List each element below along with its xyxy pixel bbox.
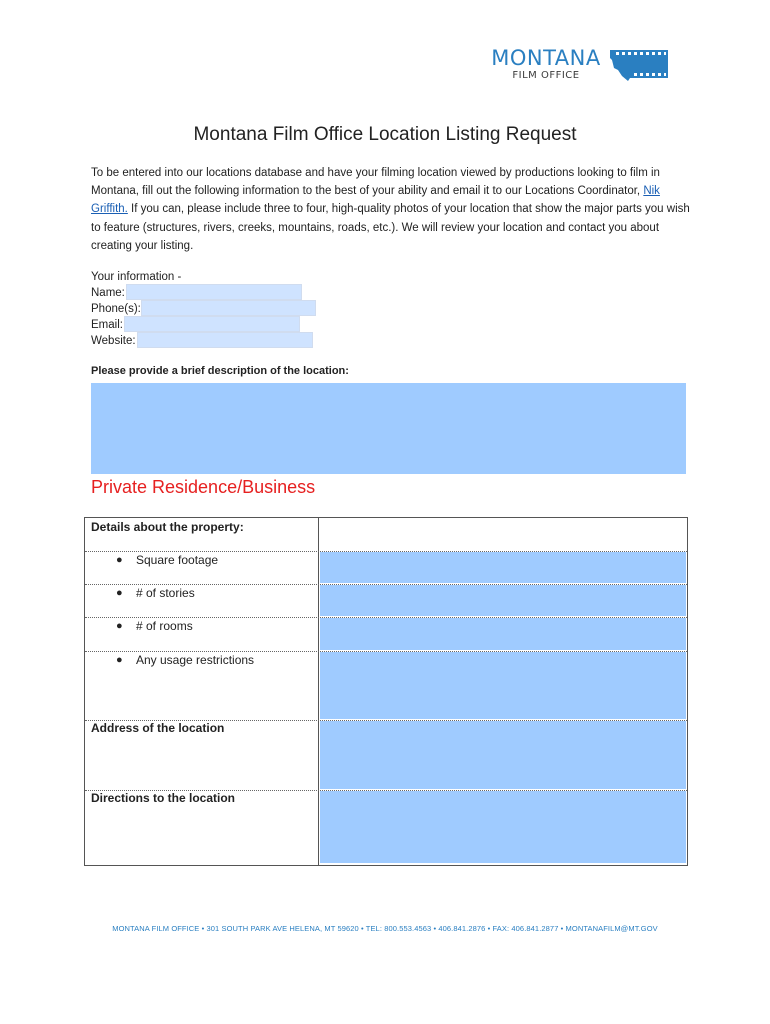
- montana-state-film-icon: [608, 48, 670, 82]
- usage-restrictions-label: Any usage restrictions: [136, 653, 255, 667]
- email-field[interactable]: [124, 316, 300, 332]
- intro-text-1: To be entered into our locations database and have your filming location viewed by productions looking to film in Montana, fill out the following information to the best of your ability and email it to our Locations Coordinator,: [91, 167, 660, 198]
- bullet-icon: ●: [116, 620, 123, 632]
- table-column-divider: [318, 518, 319, 865]
- property-details-table: [84, 517, 688, 866]
- logo-main-text: MONTANA: [491, 46, 601, 70]
- description-label: Please provide a brief description of the location:: [91, 365, 349, 377]
- stories-field[interactable]: [320, 585, 686, 616]
- directions-label: Directions to the location: [91, 791, 236, 805]
- bullet-icon: ●: [116, 554, 123, 566]
- name-label: Name:: [91, 287, 125, 299]
- intro-paragraph: [91, 164, 691, 255]
- bullet-icon: ●: [116, 587, 123, 599]
- address-label: Address of the location: [91, 721, 225, 735]
- phone-field[interactable]: [141, 300, 316, 316]
- usage-restrictions-field[interactable]: [320, 652, 686, 719]
- logo-sub-text: FILM OFFICE: [512, 70, 580, 81]
- email-label: Email:: [91, 319, 123, 331]
- montana-film-office-logo: [484, 46, 672, 86]
- section-title: Private Residence/Business: [91, 477, 316, 497]
- website-field[interactable]: [137, 332, 313, 348]
- rooms-label: # of rooms: [136, 619, 193, 633]
- bullet-icon: ●: [116, 654, 123, 666]
- description-textarea[interactable]: [91, 383, 686, 474]
- website-label: Website:: [91, 335, 136, 347]
- address-field[interactable]: [320, 721, 686, 789]
- page-title: Montana Film Office Location Listing Request: [193, 124, 577, 145]
- stories-label: # of stories: [136, 586, 195, 600]
- directions-field[interactable]: [320, 791, 686, 863]
- your-info-heading: Your information -: [91, 271, 182, 283]
- details-label: Details about the property:: [91, 520, 244, 534]
- intro-text-2: If you can, please include three to four, high-quality photos of your location that show the major parts you wish to feature (structures, rivers, creeks, mountains, roads, etc.). We will review your location and contact you about creating your listing.: [91, 203, 690, 252]
- name-field[interactable]: [126, 284, 302, 300]
- square-footage-label: Square footage: [136, 553, 219, 567]
- coordinator-email-link[interactable]: Nik Griffith.: [91, 185, 660, 216]
- square-footage-field[interactable]: [320, 552, 686, 583]
- rooms-field[interactable]: [320, 618, 686, 650]
- footer-contact-info: MONTANA FILM OFFICE • 301 SOUTH PARK AVE HELENA, MT 59620 • TEL: 800.553.4563 • 406.841.2876 • FAX: 406.841.2877 • MONTANAFILM@MT.GOV: [112, 924, 658, 933]
- phone-label: Phone(s):: [91, 303, 141, 315]
